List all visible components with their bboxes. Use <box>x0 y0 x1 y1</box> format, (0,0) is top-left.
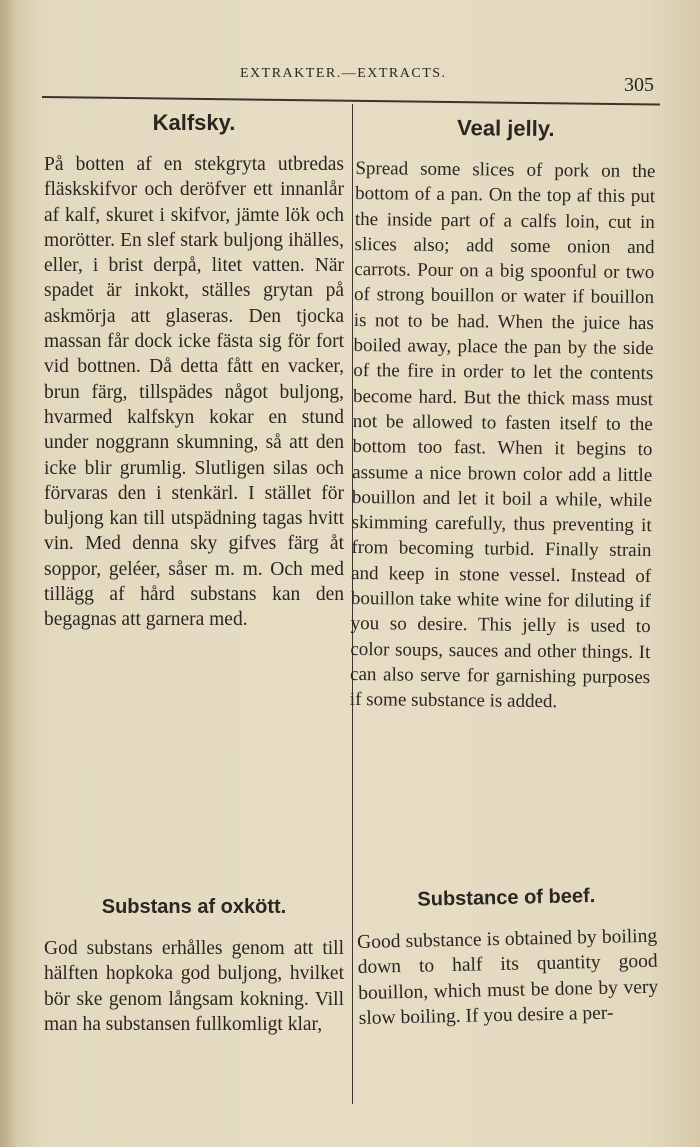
page-spine-shadow <box>0 0 18 1147</box>
english-section-2 <box>356 880 659 1031</box>
page-header <box>40 60 660 100</box>
recipe-text-veal-jelly: Spread some slices of pork on the bottom of a pan. On the top af this put the inside part of a calfs loin, cut in slices also; add some onion and carrots. Pour on a big spoonful or two of strong bouillon or water if bouillon is not to be had. When the juice has boiled away, place the pan by the side of the fire in order to let the contents become hard. But the thick mass must not be allowed to fasten itself to the bottom too fast. When it begins to assume a nice brown color add a little bouillon and let it boil a while, while skimming carefully, thus preventing it from becoming turbid. Finally strain and keep in stone vessel. Instead of bouillon take white wine for diluting if you so desire. This jelly is used to color soups, sauces and other things. It can also serve for garnishing purposes if some substance is added. <box>349 157 656 713</box>
running-title: EXTRAKTER.—EXTRACTS. <box>240 66 447 81</box>
recipe-text-substans: God substans erhålles genom att till hälften hopkoka god buljong, hvilket bör ske genom långsam kokning. Vill man ha substansen fullkomligt klar, <box>44 938 344 1035</box>
swedish-section-2 <box>44 892 344 1037</box>
recipe-text-substance-of-beef: Good substance is obtained by boiling down to half its quantity good bouillon, which must be done by very slow boiling. If you desire a per- <box>356 925 659 1029</box>
swedish-column <box>44 108 344 633</box>
english-column <box>350 112 656 716</box>
recipe-title-veal-jelly: Veal jelly. <box>456 115 555 142</box>
page-number: 305 <box>624 74 654 96</box>
recipe-title-kalfsky: Kalfsky. <box>152 110 236 135</box>
recipe-title-substance-of-beef: Substance of beef. <box>417 884 596 911</box>
recipe-text-kalfsky: På botten af en stekgryta utbredas fläskskifvor och deröfver ett innanlår af kalf, skuret i skifvor, jämte lök och morötter. En slef stark buljong ihälles, eller, i brist derpå, litet vatten. När spadet är inkokt, ställes grytan på askmörja att glaseras. Den tjocka massan får dock icke fästa sig för fort vid bottnen. Då detta fått en vacker, brun färg, tillspädes något buljong, hvarmed kalfskyn kokar en stund under noggrann skumning, så att den icke blir grumlig. Slutligen silas och förvaras den i stenkärl. I stället för buljong kan till utspädning tagas hvitt vin. Med denna sky gifves färg åt soppor, geléer, såser m. m. Och med tillägg af hård substans kan den begagnas att garnera med. <box>44 154 344 631</box>
recipe-title-substans: Substans af oxkött. <box>101 896 287 918</box>
